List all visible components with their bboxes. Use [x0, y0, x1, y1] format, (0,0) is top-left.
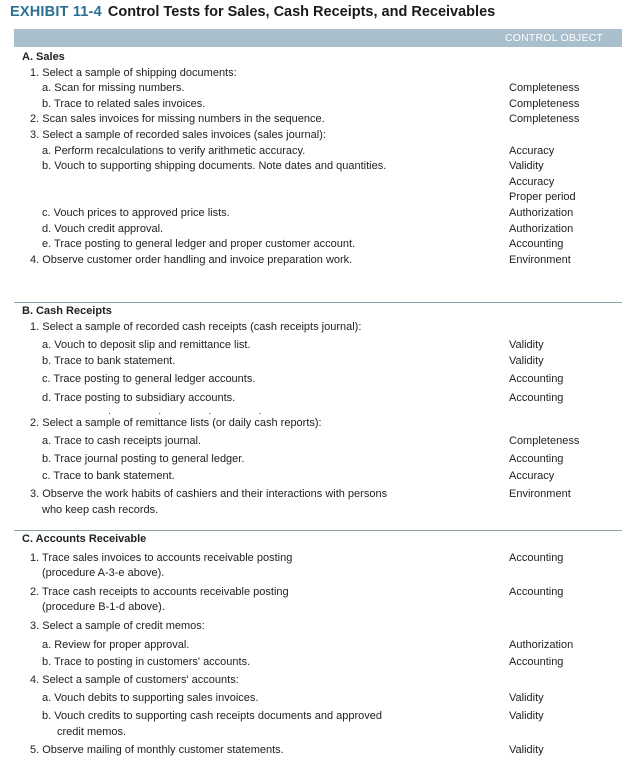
table-row: b. Vouch to supporting shipping documents. Note dates and quantities. Validity — [42, 160, 544, 173]
table-row: d. Trace posting to subsidiary accounts. Accounting — [42, 391, 564, 404]
section-accounts-receivable — [14, 532, 622, 757]
table-row: credit memos. — [57, 725, 127, 738]
table-row: 3. Select a sample of credit memos: — [30, 619, 205, 632]
table-row: a. Perform recalculations to verify arithmetic accuracy. Accuracy — [42, 144, 555, 157]
section-divider — [14, 530, 622, 531]
section-heading: A. Sales — [22, 51, 65, 63]
table-row: 4. Observe customer order handling and invoice preparation work. Environment — [30, 253, 571, 266]
table-row: c. Trace to bank statement. Accuracy — [42, 470, 555, 483]
table-row: 1. Select a sample of recorded cash receipts (cash receipts journal): — [30, 320, 362, 333]
section-heading: C. Accounts Receivable — [22, 533, 147, 545]
table-row: a. Vouch debits to supporting sales invoices. Validity — [42, 692, 544, 705]
exhibit-number: EXHIBIT 11-4 — [10, 4, 102, 20]
table-row: a. Trace to cash receipts journal. Completeness — [42, 435, 580, 448]
table-row: e. Trace posting to general ledger and proper customer account. Accounting — [42, 238, 564, 251]
exhibit-caption: Control Tests for Sales, Cash Receipts, and Receivables — [107, 4, 496, 20]
section-sales — [14, 50, 622, 303]
table-row: a. Vouch to deposit slip and remittance list. Validity — [42, 339, 544, 352]
table-row: a. Scan for missing numbers. Completeness — [42, 82, 580, 95]
table-row: 2. Trace cash receipts to accounts receivable posting Accounting — [30, 585, 564, 598]
table-row: b. Vouch credits to supporting cash receipts documents and approved Validity — [42, 709, 544, 722]
section-divider — [14, 302, 622, 303]
table-row: a. Review for proper approval. Authorization — [42, 638, 574, 651]
table-row: c. Vouch prices to approved price lists. Authorization — [42, 206, 574, 219]
table-row: 2. Scan sales invoices for missing numbers in the sequence. Completeness — [30, 113, 580, 126]
dotted-separator: . . . . — [108, 404, 284, 417]
table-row: b. Trace to bank statement. Validity — [42, 354, 544, 367]
table-row: 3. Select a sample of recorded sales invoices (sales journal): — [30, 128, 326, 141]
table-row: Accuracy — [509, 175, 555, 188]
section-cash-receipts — [14, 304, 622, 529]
table-row: d. Vouch credit approval. Authorization — [42, 222, 574, 235]
table-row: who keep cash records. — [42, 503, 159, 516]
column-header-control-objective: CONTROL OBJECT — [505, 32, 604, 44]
table-row: 1. Select a sample of shipping documents: — [30, 66, 237, 79]
table-header — [14, 29, 622, 47]
table-row: (procedure B-1-d above). — [42, 601, 165, 614]
table-row: 1. Trace sales invoices to accounts receivable posting Accounting — [30, 551, 564, 564]
table-row: 2. Select a sample of remittance lists (or daily cash reports): — [30, 416, 322, 429]
table-row: b. Trace to posting in customers' accounts. Accounting — [42, 656, 564, 669]
table-row: 5. Observe mailing of monthly customer statements. Validity — [30, 744, 544, 757]
table-row: Proper period — [509, 191, 576, 204]
table-row: 3. Observe the work habits of cashiers and their interactions with persons Environment — [30, 487, 571, 500]
table-row: 4. Select a sample of customers' accounts: — [30, 673, 239, 686]
section-heading: B. Cash Receipts — [22, 305, 112, 317]
exhibit-title — [10, 4, 622, 26]
table-row: b. Trace to related sales invoices. Completeness — [42, 97, 580, 110]
table-row: c. Trace posting to general ledger accounts. Accounting — [42, 373, 564, 386]
table-row: (procedure A-3-e above). — [42, 567, 165, 580]
table-row: b. Trace journal posting to general ledger. Accounting — [42, 452, 564, 465]
